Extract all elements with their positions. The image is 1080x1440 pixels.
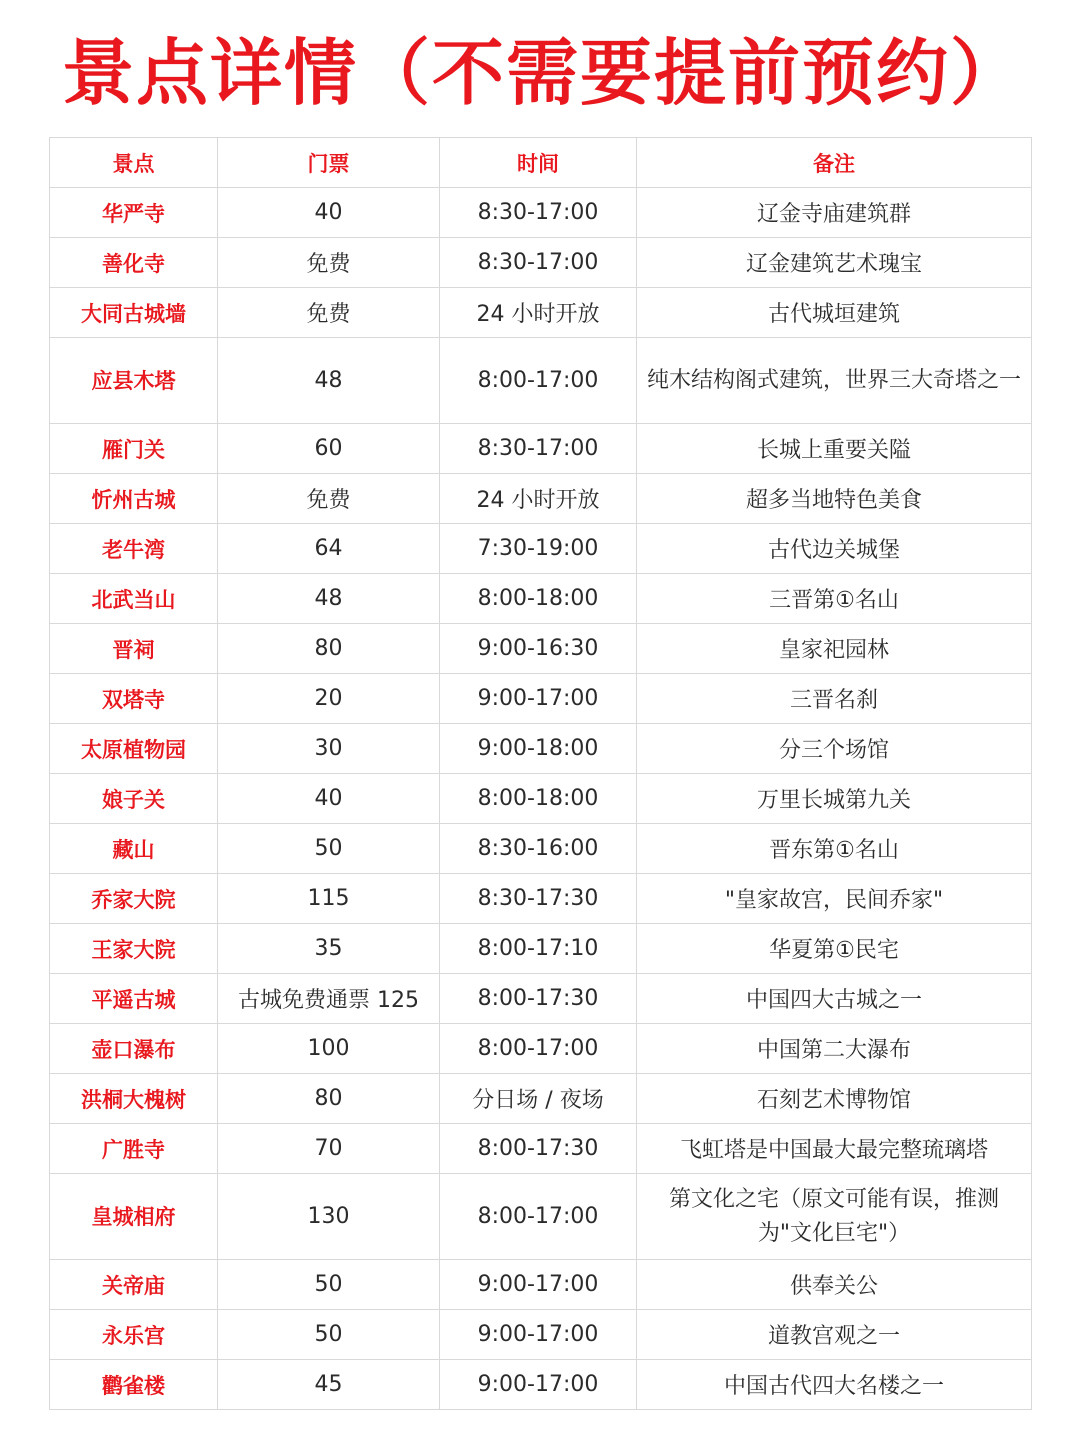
- table-row: [50, 338, 1032, 424]
- ticket-price: 60: [218, 424, 440, 474]
- opening-hours: 8:00-17:00: [440, 1024, 637, 1074]
- ticket-price: 80: [218, 624, 440, 674]
- opening-hours: 9:00-17:00: [440, 1360, 637, 1410]
- opening-hours: 8:30-17:00: [440, 188, 637, 238]
- ticket-price: 古城免费通票 125: [218, 974, 440, 1024]
- site-name: 鹳雀楼: [50, 1360, 218, 1410]
- opening-hours: 8:00-17:30: [440, 1124, 637, 1174]
- opening-hours: 24 小时开放: [440, 474, 637, 524]
- site-note: 长城上重要关隘: [637, 424, 1032, 474]
- opening-hours: 8:30-17:00: [440, 424, 637, 474]
- table-row: [50, 1360, 1032, 1410]
- header-note: 备注: [637, 138, 1032, 188]
- ticket-price: 50: [218, 824, 440, 874]
- site-note: "皇家故宫，民间乔家": [637, 874, 1032, 924]
- opening-hours: 8:30-17:00: [440, 238, 637, 288]
- site-note: 中国四大古城之一: [637, 974, 1032, 1024]
- ticket-price: 115: [218, 874, 440, 924]
- site-note: 中国古代四大名楼之一: [637, 1360, 1032, 1410]
- opening-hours: 9:00-17:00: [440, 674, 637, 724]
- site-name: 大同古城墙: [50, 288, 218, 338]
- site-note: 辽金建筑艺术瑰宝: [637, 238, 1032, 288]
- table-row: [50, 874, 1032, 924]
- table-row: [50, 974, 1032, 1024]
- site-name: 永乐宫: [50, 1310, 218, 1360]
- opening-hours: 9:00-17:00: [440, 1310, 637, 1360]
- header-site: 景点: [50, 138, 218, 188]
- ticket-price: 20: [218, 674, 440, 724]
- site-note: 晋东第①名山: [637, 824, 1032, 874]
- site-name: 壶口瀑布: [50, 1024, 218, 1074]
- ticket-price: 45: [218, 1360, 440, 1410]
- opening-hours: 8:00-17:00: [440, 338, 637, 424]
- opening-hours: 8:30-17:30: [440, 874, 637, 924]
- ticket-price: 35: [218, 924, 440, 974]
- table-row: [50, 1074, 1032, 1124]
- site-note: 万里长城第九关: [637, 774, 1032, 824]
- opening-hours: 7:30-19:00: [440, 524, 637, 574]
- site-note: 古代边关城堡: [637, 524, 1032, 574]
- ticket-price: 免费: [218, 288, 440, 338]
- site-name: 乔家大院: [50, 874, 218, 924]
- opening-hours: 8:30-16:00: [440, 824, 637, 874]
- ticket-price: 48: [218, 338, 440, 424]
- table-row: [50, 474, 1032, 524]
- site-note: 第文化之宅（原文可能有误，推测为"文化巨宅"）: [637, 1174, 1032, 1260]
- site-note: 三晋名刹: [637, 674, 1032, 724]
- site-note: 飞虹塔是中国最大最完整琉璃塔: [637, 1124, 1032, 1174]
- site-name: 洪桐大槐树: [50, 1074, 218, 1124]
- ticket-price: 80: [218, 1074, 440, 1124]
- table-row: [50, 924, 1032, 974]
- site-name: 老牛湾: [50, 524, 218, 574]
- header-time: 时间: [440, 138, 637, 188]
- ticket-price: 40: [218, 188, 440, 238]
- ticket-price: 40: [218, 774, 440, 824]
- site-name: 华严寺: [50, 188, 218, 238]
- table-row: [50, 624, 1032, 674]
- site-note: 辽金寺庙建筑群: [637, 188, 1032, 238]
- page-title: 景点详情（不需要提前预约）: [62, 31, 1025, 115]
- opening-hours: 9:00-18:00: [440, 724, 637, 774]
- ticket-price: 免费: [218, 238, 440, 288]
- table-row: [50, 188, 1032, 238]
- ticket-price: 64: [218, 524, 440, 574]
- site-note: 纯木结构阁式建筑，世界三大奇塔之一: [637, 338, 1032, 424]
- table-row: [50, 1174, 1032, 1260]
- site-name: 双塔寺: [50, 674, 218, 724]
- table-row: [50, 1024, 1032, 1074]
- site-name: 忻州古城: [50, 474, 218, 524]
- site-name: 太原植物园: [50, 724, 218, 774]
- ticket-price: 70: [218, 1124, 440, 1174]
- site-note: 道教宫观之一: [637, 1310, 1032, 1360]
- table-row: [50, 674, 1032, 724]
- opening-hours: 24 小时开放: [440, 288, 637, 338]
- table-row: [50, 824, 1032, 874]
- table-row: [50, 1260, 1032, 1310]
- site-note: 皇家祀园林: [637, 624, 1032, 674]
- table-row: [50, 774, 1032, 824]
- site-name: 广胜寺: [50, 1124, 218, 1174]
- site-name: 娘子关: [50, 774, 218, 824]
- ticket-price: 30: [218, 724, 440, 774]
- table-row: [50, 238, 1032, 288]
- site-name: 藏山: [50, 824, 218, 874]
- site-name: 关帝庙: [50, 1260, 218, 1310]
- table-row: [50, 724, 1032, 774]
- site-note: 华夏第①民宅: [637, 924, 1032, 974]
- header-ticket: 门票: [218, 138, 440, 188]
- site-name: 北武当山: [50, 574, 218, 624]
- table-row: [50, 524, 1032, 574]
- table-row: [50, 1124, 1032, 1174]
- site-note: 中国第二大瀑布: [637, 1024, 1032, 1074]
- opening-hours: 8:00-18:00: [440, 574, 637, 624]
- opening-hours: 8:00-18:00: [440, 774, 637, 824]
- ticket-price: 50: [218, 1310, 440, 1360]
- opening-hours: 9:00-17:00: [440, 1260, 637, 1310]
- ticket-price: 免费: [218, 474, 440, 524]
- table-row: [50, 288, 1032, 338]
- site-name: 王家大院: [50, 924, 218, 974]
- site-note: 石刻艺术博物馆: [637, 1074, 1032, 1124]
- site-name: 雁门关: [50, 424, 218, 474]
- ticket-price: 50: [218, 1260, 440, 1310]
- site-note: 超多当地特色美食: [637, 474, 1032, 524]
- opening-hours: 8:00-17:10: [440, 924, 637, 974]
- table-row: [50, 424, 1032, 474]
- attractions-table: [49, 137, 1032, 1410]
- table-row: [50, 1310, 1032, 1360]
- opening-hours: 8:00-17:30: [440, 974, 637, 1024]
- ticket-price: 130: [218, 1174, 440, 1260]
- site-note: 分三个场馆: [637, 724, 1032, 774]
- ticket-price: 48: [218, 574, 440, 624]
- site-note: 供奉关公: [637, 1260, 1032, 1310]
- ticket-price: 100: [218, 1024, 440, 1074]
- table-row: [50, 574, 1032, 624]
- opening-hours: 9:00-16:30: [440, 624, 637, 674]
- site-note: 三晋第①名山: [637, 574, 1032, 624]
- site-name: 皇城相府: [50, 1174, 218, 1260]
- opening-hours: 分日场 / 夜场: [440, 1074, 637, 1124]
- site-name: 平遥古城: [50, 974, 218, 1024]
- site-name: 应县木塔: [50, 338, 218, 424]
- opening-hours: 8:00-17:00: [440, 1174, 637, 1260]
- site-name: 晋祠: [50, 624, 218, 674]
- site-note: 古代城垣建筑: [637, 288, 1032, 338]
- site-name: 善化寺: [50, 238, 218, 288]
- table-header-row: [50, 138, 1032, 188]
